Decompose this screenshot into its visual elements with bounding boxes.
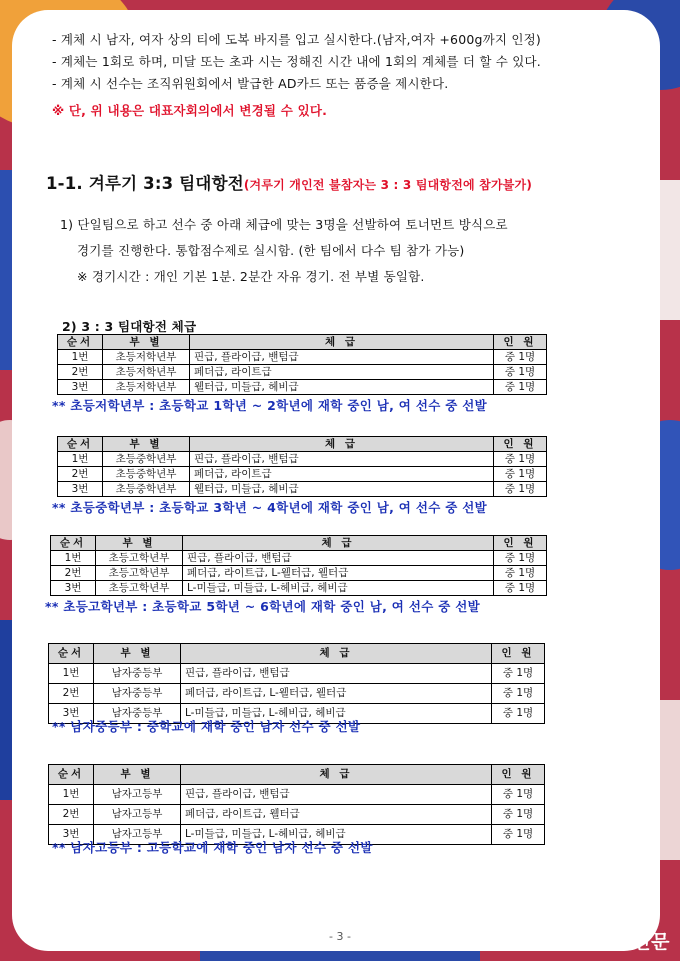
cell-weight: 페더급, 라이트급, L-웰터급, 웰터급 <box>183 566 494 581</box>
paragraph-line-2: 경기를 진행한다. 통합점수제로 실시함. (한 팀에서 다수 팀 참가 가능) <box>77 243 465 258</box>
cell-division: 초등고학년부 <box>96 581 183 596</box>
cell-division: 초등중학년부 <box>103 452 190 467</box>
header-count: 인 원 <box>494 335 547 350</box>
header-weight: 체 급 <box>181 765 492 785</box>
cell-weight: 핀급, 플라이급, 밴텀급 <box>183 551 494 566</box>
cell-order: 3번 <box>51 581 96 596</box>
cell-division: 초등고학년부 <box>96 566 183 581</box>
cell-division: 초등중학년부 <box>103 467 190 482</box>
header-weight: 체 급 <box>183 536 494 551</box>
weight-table-elementary-lower <box>57 334 547 395</box>
section-heading <box>46 170 532 194</box>
cell-order: 2번 <box>58 467 103 482</box>
header-division: 부 별 <box>103 335 190 350</box>
bullet-weigh-in-id: - 계체 시 선수는 조직위원회에서 발급한 AD카드 또는 품증을 제시한다. <box>52 76 449 91</box>
cell-order: 3번 <box>49 825 94 845</box>
cell-order: 3번 <box>49 704 94 724</box>
paragraph-line-1: 1) 단일팀으로 하고 선수 중 아래 체급에 맞는 3명을 선발하여 토너먼트 방식으로 <box>60 217 508 232</box>
weight-table-elementary-upper <box>50 535 547 596</box>
header-order: 순서 <box>58 335 103 350</box>
header-count: 인 원 <box>494 437 547 452</box>
cell-weight: L-미들급, 미들급, L-헤비급, 헤비급 <box>183 581 494 596</box>
weight-table-high-school <box>48 764 545 845</box>
cell-weight: 페더급, 라이트급, L-웰터급, 웰터급 <box>181 684 492 704</box>
header-division: 부 별 <box>94 765 181 785</box>
cell-division: 남자중등부 <box>94 704 181 724</box>
section-subtitle: (겨루기 개인전 불참자는 3 : 3 팀대항전에 참가불가) <box>243 178 533 192</box>
cell-count: 중 1명 <box>492 825 545 845</box>
cell-count: 중 1명 <box>492 704 545 724</box>
header-order: 순서 <box>51 536 96 551</box>
watermark-logo: 한국태권도신문 <box>538 931 670 953</box>
table-row <box>49 805 545 825</box>
weight-table-elementary-middle <box>57 436 547 497</box>
cell-weight: 페더급, 라이트급 <box>190 365 494 380</box>
table-note-elementary-upper: ** 초등고학년부 : 초등학교 5학년 ~ 6학년에 재학 중인 남, 여 선수 중 선발 <box>45 599 481 614</box>
table-row <box>49 664 545 684</box>
table-note-elementary-lower: ** 초등저학년부 : 초등학교 1학년 ~ 2학년에 재학 중인 남, 여 선수 중 선발 <box>52 398 488 413</box>
cell-count: 중 1명 <box>492 785 545 805</box>
table-note-elementary-middle: ** 초등중학년부 : 초등학교 3학년 ~ 4학년에 재학 중인 남, 여 선수 중 선발 <box>52 500 488 515</box>
red-notice: ※ 단, 위 내용은 대표자회의에서 변경될 수 있다. <box>52 103 328 118</box>
cell-count: 중 1명 <box>494 380 547 395</box>
cell-division: 남자고등부 <box>94 785 181 805</box>
cell-count: 중 1명 <box>494 482 547 497</box>
cell-order: 1번 <box>49 664 94 684</box>
table-row <box>58 365 547 380</box>
cell-weight: 핀급, 플라이급, 밴텀급 <box>190 452 494 467</box>
cell-count: 중 1명 <box>494 566 547 581</box>
cell-weight: 웰터급, 미들급, 헤비급 <box>190 380 494 395</box>
cell-order: 1번 <box>49 785 94 805</box>
cell-order: 2번 <box>51 566 96 581</box>
header-order: 순서 <box>49 765 94 785</box>
bullet-weigh-in-attire: - 계체 시 남자, 여자 상의 티에 도복 바지를 입고 실시한다.(남자,여자 +600g까지 인정) <box>52 32 541 47</box>
cell-count: 중 1명 <box>494 581 547 596</box>
header-weight: 체 급 <box>181 644 492 664</box>
page-number: - 3 - <box>329 930 351 943</box>
cell-weight: 핀급, 플라이급, 밴텀급 <box>181 785 492 805</box>
table-row <box>49 785 545 805</box>
cell-order: 2번 <box>49 684 94 704</box>
table-row <box>58 380 547 395</box>
cell-count: 중 1명 <box>494 452 547 467</box>
table-note-middle-school: ** 남자중등부 : 중학교에 재학 중인 남자 선수 중 선발 <box>52 719 361 734</box>
cell-division: 남자중등부 <box>94 684 181 704</box>
cell-division: 초등저학년부 <box>103 380 190 395</box>
cell-division: 초등중학년부 <box>103 482 190 497</box>
cell-count: 중 1명 <box>494 350 547 365</box>
table-row <box>58 350 547 365</box>
section-title: 1-1. 겨루기 3:3 팀대항전 <box>46 174 244 193</box>
cell-weight: 웰터급, 미들급, 헤비급 <box>190 482 494 497</box>
cell-order: 1번 <box>58 350 103 365</box>
cell-order: 1번 <box>58 452 103 467</box>
cell-division: 남자고등부 <box>94 825 181 845</box>
header-count: 인 원 <box>494 536 547 551</box>
header-count: 인 원 <box>492 765 545 785</box>
header-weight: 체 급 <box>190 437 494 452</box>
cell-order: 3번 <box>58 380 103 395</box>
cell-division: 초등저학년부 <box>103 350 190 365</box>
header-division: 부 별 <box>96 536 183 551</box>
cell-order: 1번 <box>51 551 96 566</box>
table-row <box>51 551 547 566</box>
table-row <box>51 581 547 596</box>
cell-count: 중 1명 <box>492 805 545 825</box>
cell-division: 남자중등부 <box>94 664 181 684</box>
cell-division: 남자고등부 <box>94 805 181 825</box>
header-order: 순서 <box>58 437 103 452</box>
cell-weight: 페더급, 라이트급 <box>190 467 494 482</box>
cell-division: 초등저학년부 <box>103 365 190 380</box>
table-row <box>51 566 547 581</box>
cell-order: 3번 <box>58 482 103 497</box>
cell-count: 중 1명 <box>494 551 547 566</box>
cell-order: 2번 <box>49 805 94 825</box>
header-count: 인 원 <box>492 644 545 664</box>
cell-division: 초등고학년부 <box>96 551 183 566</box>
cell-count: 중 1명 <box>494 467 547 482</box>
cell-count: 중 1명 <box>492 684 545 704</box>
table-note-high-school: ** 남자고등부 : 고등학교에 재학 중인 남자 선수 중 선발 <box>52 840 373 855</box>
subheading: 2) 3 : 3 팀대항전 체급 <box>62 319 197 334</box>
cell-weight: 페더급, 라이트급, 웰터급 <box>181 805 492 825</box>
cell-order: 2번 <box>58 365 103 380</box>
header-division: 부 별 <box>94 644 181 664</box>
header-division: 부 별 <box>103 437 190 452</box>
table-row <box>58 467 547 482</box>
header-weight: 체 급 <box>190 335 494 350</box>
cell-weight: L-미들급, 미들급, L-헤비급, 헤비급 <box>181 704 492 724</box>
cell-weight: 핀급, 플라이급, 밴텀급 <box>181 664 492 684</box>
table-row <box>49 684 545 704</box>
cell-weight: L-미들급, 미들급, L-헤비급, 헤비급 <box>181 825 492 845</box>
paragraph-line-3: ※ 경기시간 : 개인 기본 1분. 2분간 자유 경기. 전 부별 동일함. <box>77 269 425 284</box>
cell-count: 중 1명 <box>492 664 545 684</box>
cell-count: 중 1명 <box>494 365 547 380</box>
weight-table-middle-school <box>48 643 545 724</box>
header-order: 순서 <box>49 644 94 664</box>
bullet-weigh-in-retry: - 계체는 1회로 하며, 미달 또는 초과 시는 정해진 시간 내에 1회의 계체를 더 할 수 있다. <box>52 54 541 69</box>
cell-weight: 핀급, 플라이급, 밴텀급 <box>190 350 494 365</box>
table-row <box>58 452 547 467</box>
table-row <box>58 482 547 497</box>
